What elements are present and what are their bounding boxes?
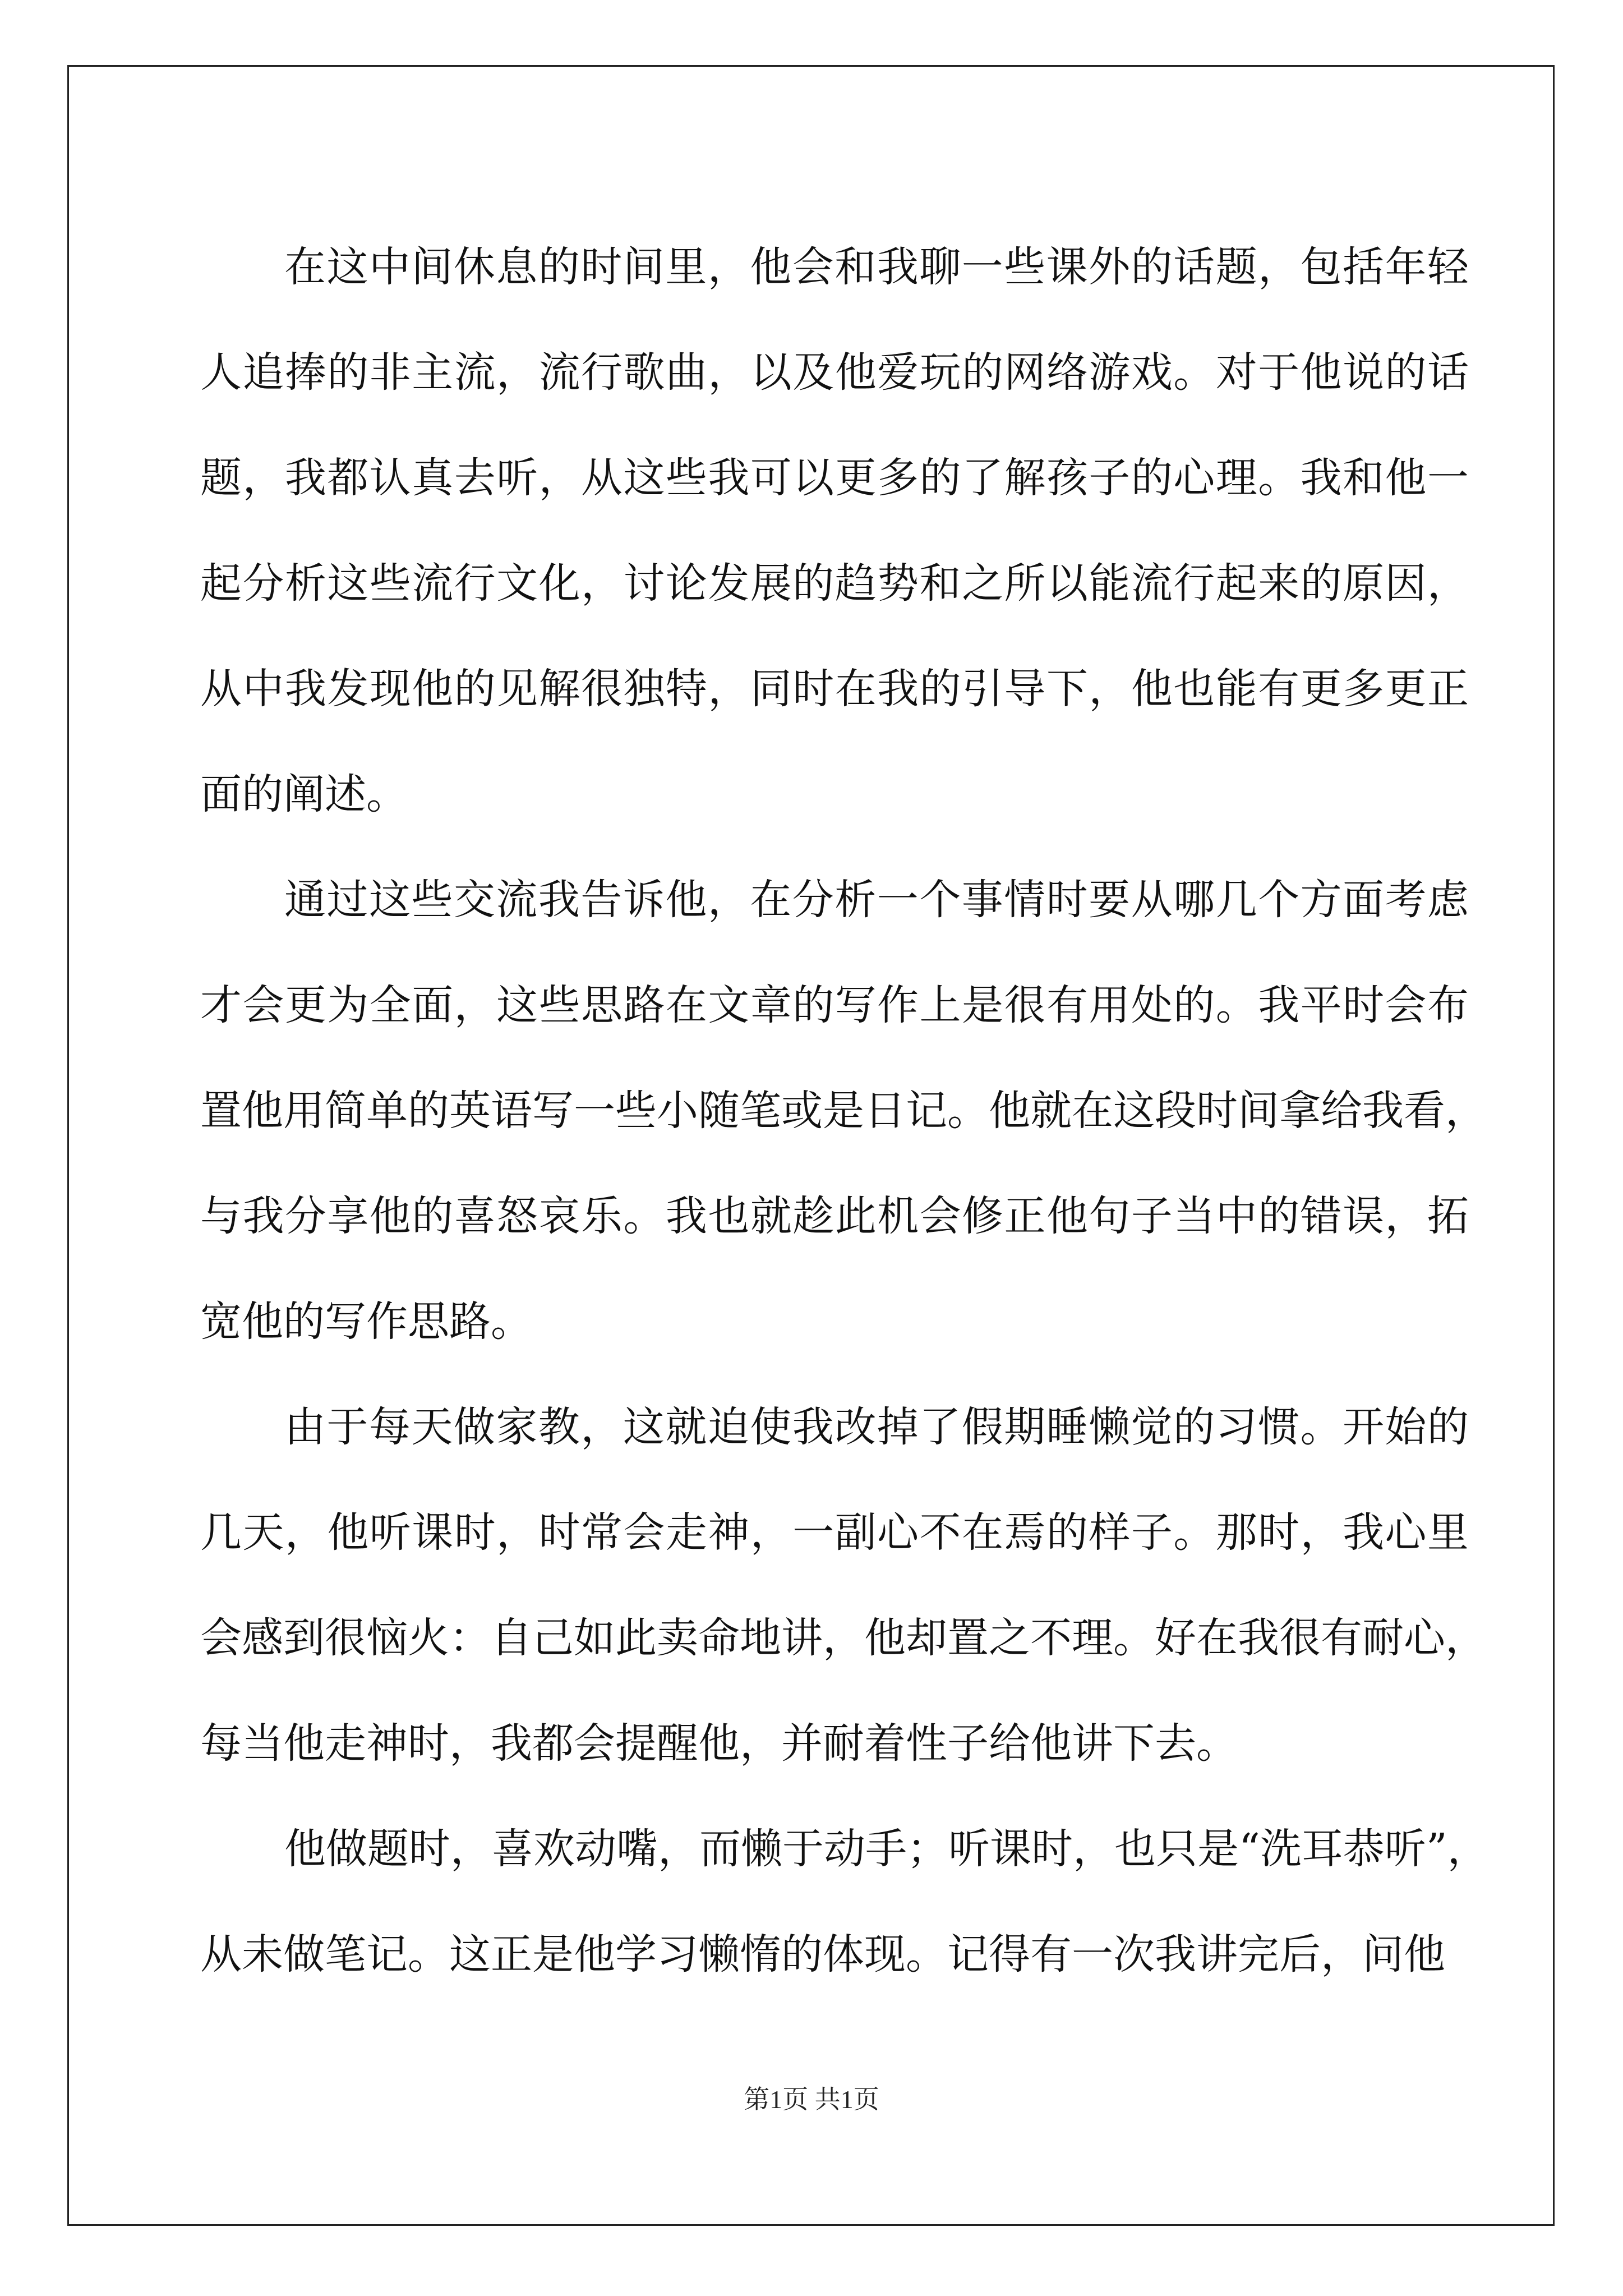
paragraph	[200, 1374, 1487, 1796]
text-line: 起分析这些流行文化，讨论发展的趋势和之所以能流行起来的原因，	[200, 559, 1469, 608]
text-line: 会感到很恼火：自己如此卖命地讲，他却置之不理。好在我很有耐心，	[200, 1614, 1487, 1662]
text-line: 由于每天做家教，这就迫使我改掉了假期睡懒觉的习惯。开始的	[284, 1403, 1469, 1451]
text-line: 面的阐述。	[200, 770, 408, 818]
paragraph	[200, 1796, 1489, 2007]
text-line: 与我分享他的喜怒哀乐。我也就趁此机会修正他句子当中的错误，拓	[200, 1192, 1469, 1240]
text-line: 通过这些交流我告诉他，在分析一个事情时要从哪几个方面考虑	[284, 876, 1469, 924]
paragraph	[200, 214, 1469, 847]
text-line: 几天，他听课时，时常会走神，一副心不在焉的样子。那时，我心里	[200, 1508, 1469, 1557]
text-line: 从未做笔记。这正是他学习懒惰的体现。记得有一次我讲完后，问他	[200, 1930, 1445, 1978]
document-body	[200, 214, 1489, 2007]
text-line: 每当他走神时，我都会提醒他，并耐着性子给他讲下去。	[200, 1719, 1238, 1768]
text-line: 从中我发现他的见解很独特，同时在我的引导下，他也能有更多更正	[200, 665, 1469, 713]
text-line: 在这中间休息的时间里，他会和我聊一些课外的话题，包括年轻	[284, 243, 1469, 291]
page-footer: 第1页 共1页	[744, 2085, 879, 2114]
text-line: 他做题时，喜欢动嘴，而懒于动手；听课时，也只是“洗耳恭听”，	[284, 1825, 1489, 1873]
text-line: 置他用简单的英语写一些小随笔或是日记。他就在这段时间拿给我看，	[200, 1087, 1487, 1135]
text-line: 人追捧的非主流，流行歌曲，以及他爱玩的网络游戏。对于他说的话	[200, 348, 1469, 397]
text-line: 才会更为全面，这些思路在文章的写作上是很有用处的。我平时会布	[200, 981, 1469, 1029]
paragraph	[200, 847, 1487, 1374]
text-line: 宽他的写作思路。	[200, 1297, 532, 1346]
text-line: 题，我都认真去听，从这些我可以更多的了解孩子的心理。我和他一	[200, 454, 1469, 502]
